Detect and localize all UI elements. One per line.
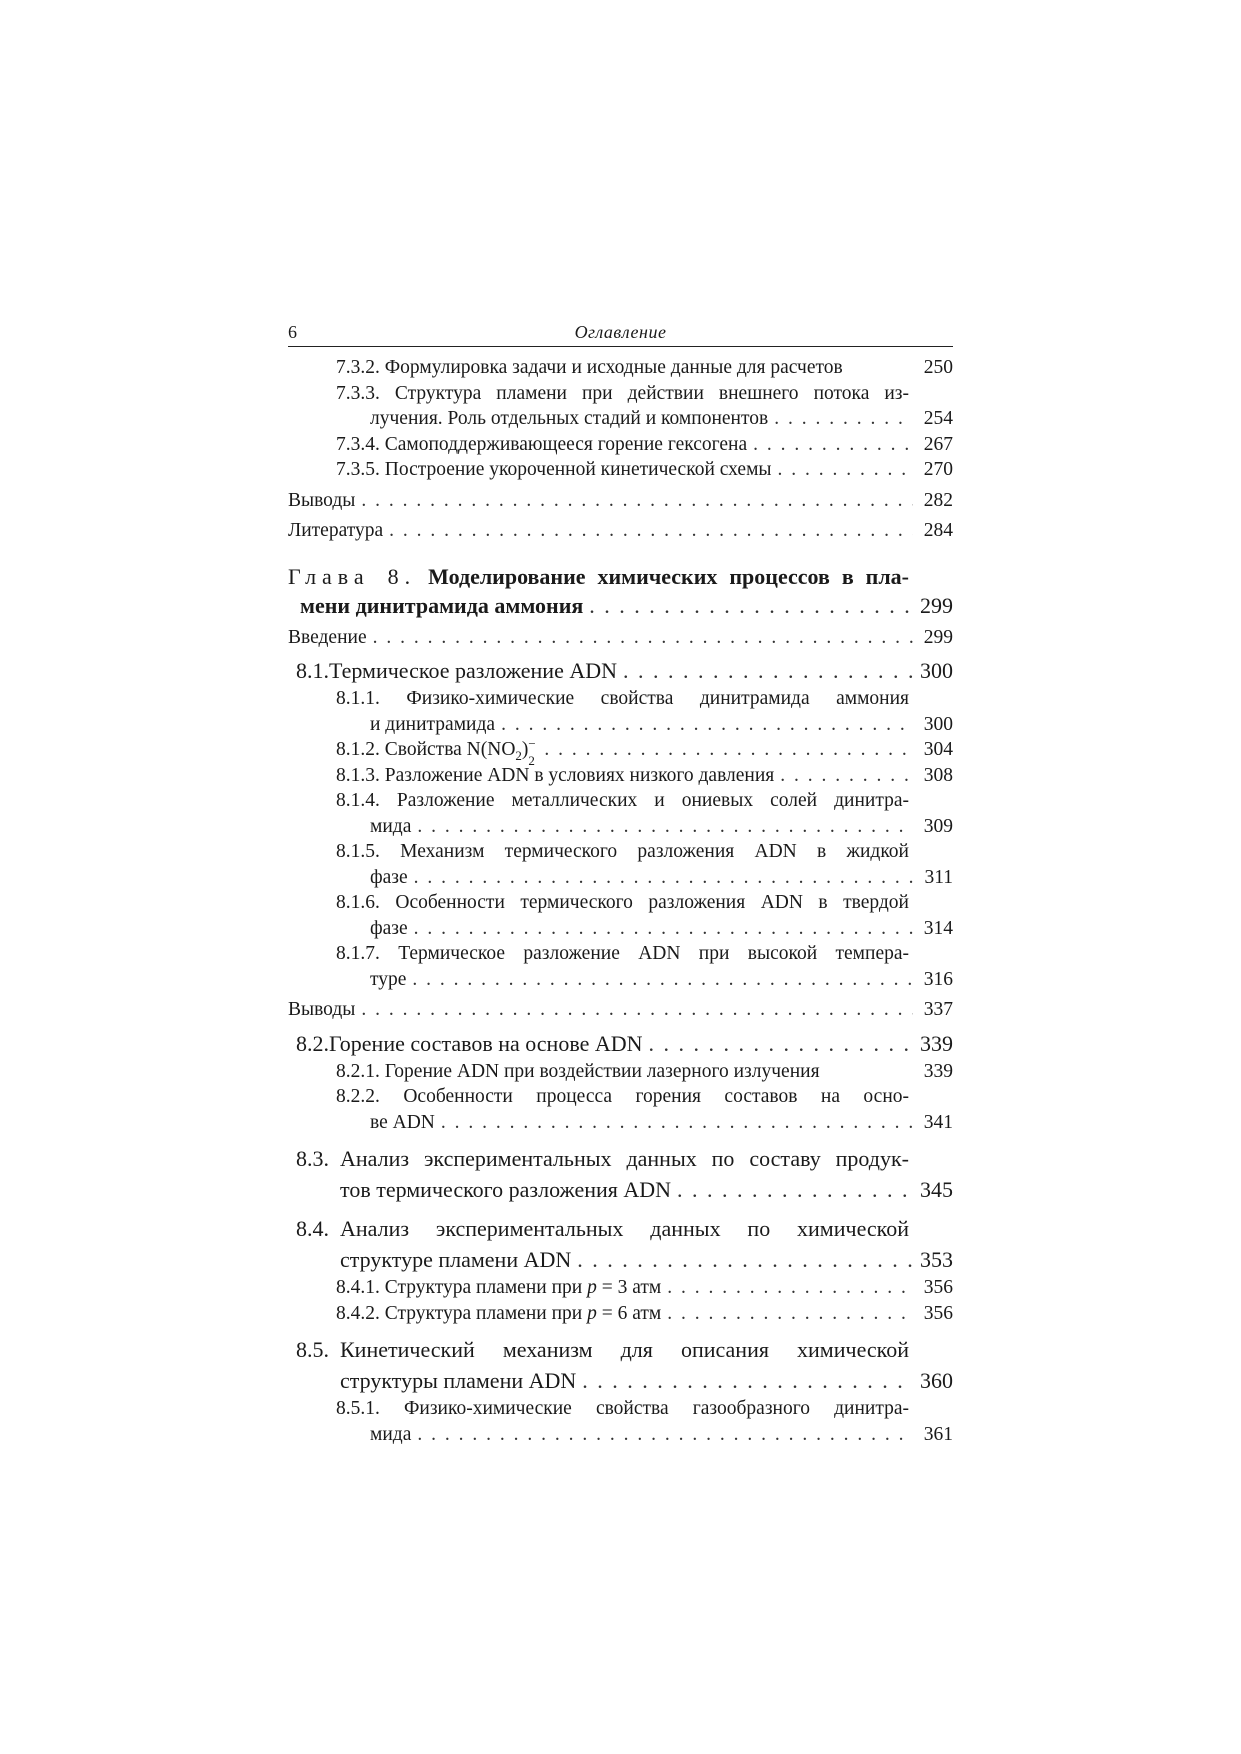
leader-dots bbox=[389, 518, 913, 544]
toc-entry-8-1-1[interactable] bbox=[288, 686, 953, 737]
leader-dots bbox=[780, 763, 913, 789]
toc-entry-7-3-5[interactable] bbox=[288, 457, 953, 483]
toc-entry-7-3-2[interactable] bbox=[288, 355, 953, 381]
toc-entry-page: 282 bbox=[923, 489, 953, 511]
toc-entry-title: 8.5.1. Физико-химические свойства газообразного динитра- bbox=[336, 1398, 909, 1419]
toc-entry-page: 345 bbox=[920, 1177, 953, 1202]
toc-section-8-4[interactable] bbox=[288, 1213, 953, 1275]
toc-entry-page: 339 bbox=[923, 1060, 953, 1082]
toc-entry-8-1-7[interactable] bbox=[288, 941, 953, 992]
toc-entry-8-4-1[interactable] bbox=[288, 1275, 953, 1301]
toc-entry-8-1-4[interactable] bbox=[288, 788, 953, 839]
chapter-label: Глава 8. bbox=[288, 563, 417, 589]
toc-entry-page: 300 bbox=[923, 713, 953, 735]
toc-entry-page: 254 bbox=[923, 408, 953, 429]
toc-entry-title: Литература bbox=[288, 520, 384, 541]
toc-entry-page: 309 bbox=[923, 815, 953, 837]
toc-entry-title: 7.3.2. Формулировка задачи и исходные данные для расчетов bbox=[336, 357, 843, 378]
table-of-contents bbox=[288, 355, 953, 1447]
toc-section-8-1[interactable] bbox=[288, 655, 953, 686]
leader-dots bbox=[441, 1110, 913, 1136]
section-number: 8.2. bbox=[296, 1030, 329, 1056]
toc-entry-page: 353 bbox=[920, 1247, 953, 1272]
toc-entry-title: Кинетический механизм для описания химической bbox=[340, 1337, 909, 1362]
toc-entry-title: Термическое разложение ADN bbox=[329, 658, 618, 683]
toc-entry-introduction-8[interactable] bbox=[288, 625, 953, 651]
leader-dots bbox=[677, 1174, 913, 1205]
chapter-title: Моделирование химических процессов в пла- bbox=[428, 563, 910, 589]
leader-dots bbox=[774, 406, 913, 432]
toc-entry-title: 7.3.5. Построение укороченной кинетической схемы bbox=[336, 459, 772, 480]
leader-dots bbox=[417, 1422, 913, 1448]
toc-entry-8-1-6[interactable] bbox=[288, 890, 953, 941]
leader-dots bbox=[778, 457, 913, 483]
toc-entry-title: 7.3.4. Самоподдерживающееся горение гексогена bbox=[336, 433, 748, 455]
toc-entry-title: 8.4.1. Структура пламени при p = 3 атм bbox=[336, 1277, 662, 1298]
leader-dots bbox=[589, 591, 913, 620]
toc-entry-title: 8.1.1. Физико-химические свойства динитрамида аммония bbox=[336, 688, 909, 709]
toc-entry-title-cont: мида bbox=[370, 815, 412, 837]
toc-entry-page: 356 bbox=[923, 1302, 953, 1324]
leader-dots bbox=[361, 997, 913, 1023]
toc-entry-page: 308 bbox=[923, 764, 953, 786]
toc-entry-page: 339 bbox=[920, 1030, 953, 1056]
toc-entry-conclusions-8-1[interactable] bbox=[288, 997, 953, 1023]
toc-entry-title: 8.1.3. Разложение ADN в условиях низкого давления bbox=[336, 764, 775, 786]
toc-entry-page: 284 bbox=[923, 520, 953, 541]
toc-entry-page: 314 bbox=[923, 917, 953, 939]
toc-entry-title-cont: ве ADN bbox=[370, 1111, 435, 1133]
toc-entry-8-5-1[interactable] bbox=[288, 1396, 953, 1447]
toc-entry-title: 8.4.2. Структура пламени при p = 6 атм bbox=[336, 1302, 662, 1324]
toc-entry-page: 341 bbox=[923, 1111, 953, 1133]
toc-entry-title-cont: структуры пламени ADN bbox=[340, 1368, 577, 1393]
toc-entry-title: Введение bbox=[288, 626, 367, 648]
page-number: 6 bbox=[288, 322, 297, 342]
leader-dots bbox=[753, 432, 913, 458]
toc-entry-page: 337 bbox=[923, 999, 953, 1020]
toc-entry-7-3-3[interactable] bbox=[288, 381, 953, 432]
toc-entry-title: Анализ экспериментальных данных по химической bbox=[340, 1216, 909, 1241]
toc-section-8-2[interactable] bbox=[288, 1028, 953, 1059]
toc-entry-page: 270 bbox=[923, 459, 953, 480]
toc-entry-conclusions-7[interactable] bbox=[288, 488, 953, 514]
toc-entry-title: 8.1.4. Разложение металлических и ониевых солей динитра- bbox=[336, 790, 909, 811]
leader-dots bbox=[623, 655, 913, 686]
book-page bbox=[288, 312, 953, 1447]
toc-entry-8-1-2[interactable] bbox=[288, 736, 953, 768]
toc-entry-title: Анализ экспериментальных данных по составу продук- bbox=[340, 1146, 909, 1171]
toc-entry-8-1-3[interactable] bbox=[288, 763, 953, 789]
toc-entry-title: 7.3.3. Структура пламени при действии внешнего потока из- bbox=[336, 382, 909, 404]
running-head bbox=[288, 312, 953, 347]
toc-entry-literature-7[interactable] bbox=[288, 518, 953, 544]
toc-entry-title: Горение составов на основе ADN bbox=[329, 1030, 643, 1056]
toc-entry-page: 299 bbox=[923, 626, 953, 648]
section-number: 8.3. bbox=[296, 1146, 329, 1171]
leader-dots bbox=[373, 625, 913, 651]
toc-entry-title: 8.1.7. Термическое разложение ADN при высокой темпера- bbox=[336, 943, 909, 964]
section-number: 8.1. bbox=[296, 658, 329, 683]
toc-entry-page: 361 bbox=[923, 1423, 953, 1445]
toc-entry-8-2-2[interactable] bbox=[288, 1084, 953, 1135]
section-number: 8.4. bbox=[296, 1216, 329, 1241]
running-title: Оглавление bbox=[574, 322, 667, 342]
toc-entry-7-3-4[interactable] bbox=[288, 432, 953, 458]
toc-entry-8-4-2[interactable] bbox=[288, 1301, 953, 1327]
toc-entry-title-cont: туре bbox=[370, 968, 407, 990]
leader-dots bbox=[667, 1301, 913, 1327]
toc-entry-title: 8.1.6. Особенности термического разложения ADN в твердой bbox=[336, 892, 909, 913]
toc-entry-title: Выводы bbox=[288, 999, 356, 1020]
leader-dots bbox=[667, 1275, 913, 1301]
section-number: 8.5. bbox=[296, 1337, 329, 1362]
leader-dots bbox=[649, 1028, 913, 1059]
leader-dots bbox=[577, 1244, 913, 1275]
chapter-title-cont: мени динитрамида аммония bbox=[300, 592, 584, 618]
toc-chapter-8[interactable] bbox=[288, 562, 953, 620]
toc-entry-8-2-1[interactable] bbox=[288, 1059, 953, 1085]
toc-entry-page: 300 bbox=[920, 658, 953, 683]
toc-entry-title: Выводы bbox=[288, 489, 356, 511]
leader-dots bbox=[414, 916, 913, 942]
toc-entry-page: 356 bbox=[923, 1277, 953, 1298]
toc-entry-title-cont: тов термического разложения ADN bbox=[340, 1177, 672, 1202]
toc-entry-page: 304 bbox=[923, 739, 953, 760]
toc-entry-page: 360 bbox=[920, 1368, 953, 1393]
toc-section-8-5[interactable] bbox=[288, 1334, 953, 1396]
toc-entry-title-cont: лучения. Роль отдельных стадий и компонентов bbox=[370, 408, 769, 429]
leader-dots bbox=[414, 865, 913, 891]
toc-entry-page: 250 bbox=[923, 357, 953, 378]
toc-entry-title-cont: мида bbox=[370, 1423, 412, 1445]
toc-entry-title: 8.1.5. Механизм термического разложения ADN в жидкой bbox=[336, 841, 909, 862]
toc-entry-title-cont: и динитрамида bbox=[370, 713, 496, 735]
toc-section-8-3[interactable] bbox=[288, 1143, 953, 1205]
toc-entry-page: 299 bbox=[920, 592, 953, 618]
toc-entry-title-cont: фазе bbox=[370, 866, 408, 888]
toc-entry-title: 8.2.1. Горение ADN при воздействии лазерного излучения bbox=[336, 1060, 820, 1082]
toc-entry-title: 8.2.2. Особенности процесса горения составов на осно- bbox=[336, 1086, 909, 1107]
toc-entry-page: 267 bbox=[923, 433, 953, 455]
toc-entry-title-cont: фазе bbox=[370, 917, 408, 939]
leader-dots bbox=[417, 814, 913, 840]
leader-dots bbox=[501, 712, 913, 738]
leader-dots bbox=[582, 1365, 913, 1396]
toc-entry-page: 311 bbox=[924, 866, 953, 888]
toc-entry-title-cont: структуре пламени ADN bbox=[340, 1247, 572, 1272]
toc-entry-title: 8.1.2. Свойства $N(NO_2)$ − 2 bbox=[336, 736, 536, 768]
leader-dots bbox=[412, 967, 913, 993]
leader-dots bbox=[544, 737, 913, 763]
toc-entry-page: 316 bbox=[923, 968, 953, 990]
toc-entry-8-1-5[interactable] bbox=[288, 839, 953, 890]
leader-dots bbox=[361, 488, 913, 514]
